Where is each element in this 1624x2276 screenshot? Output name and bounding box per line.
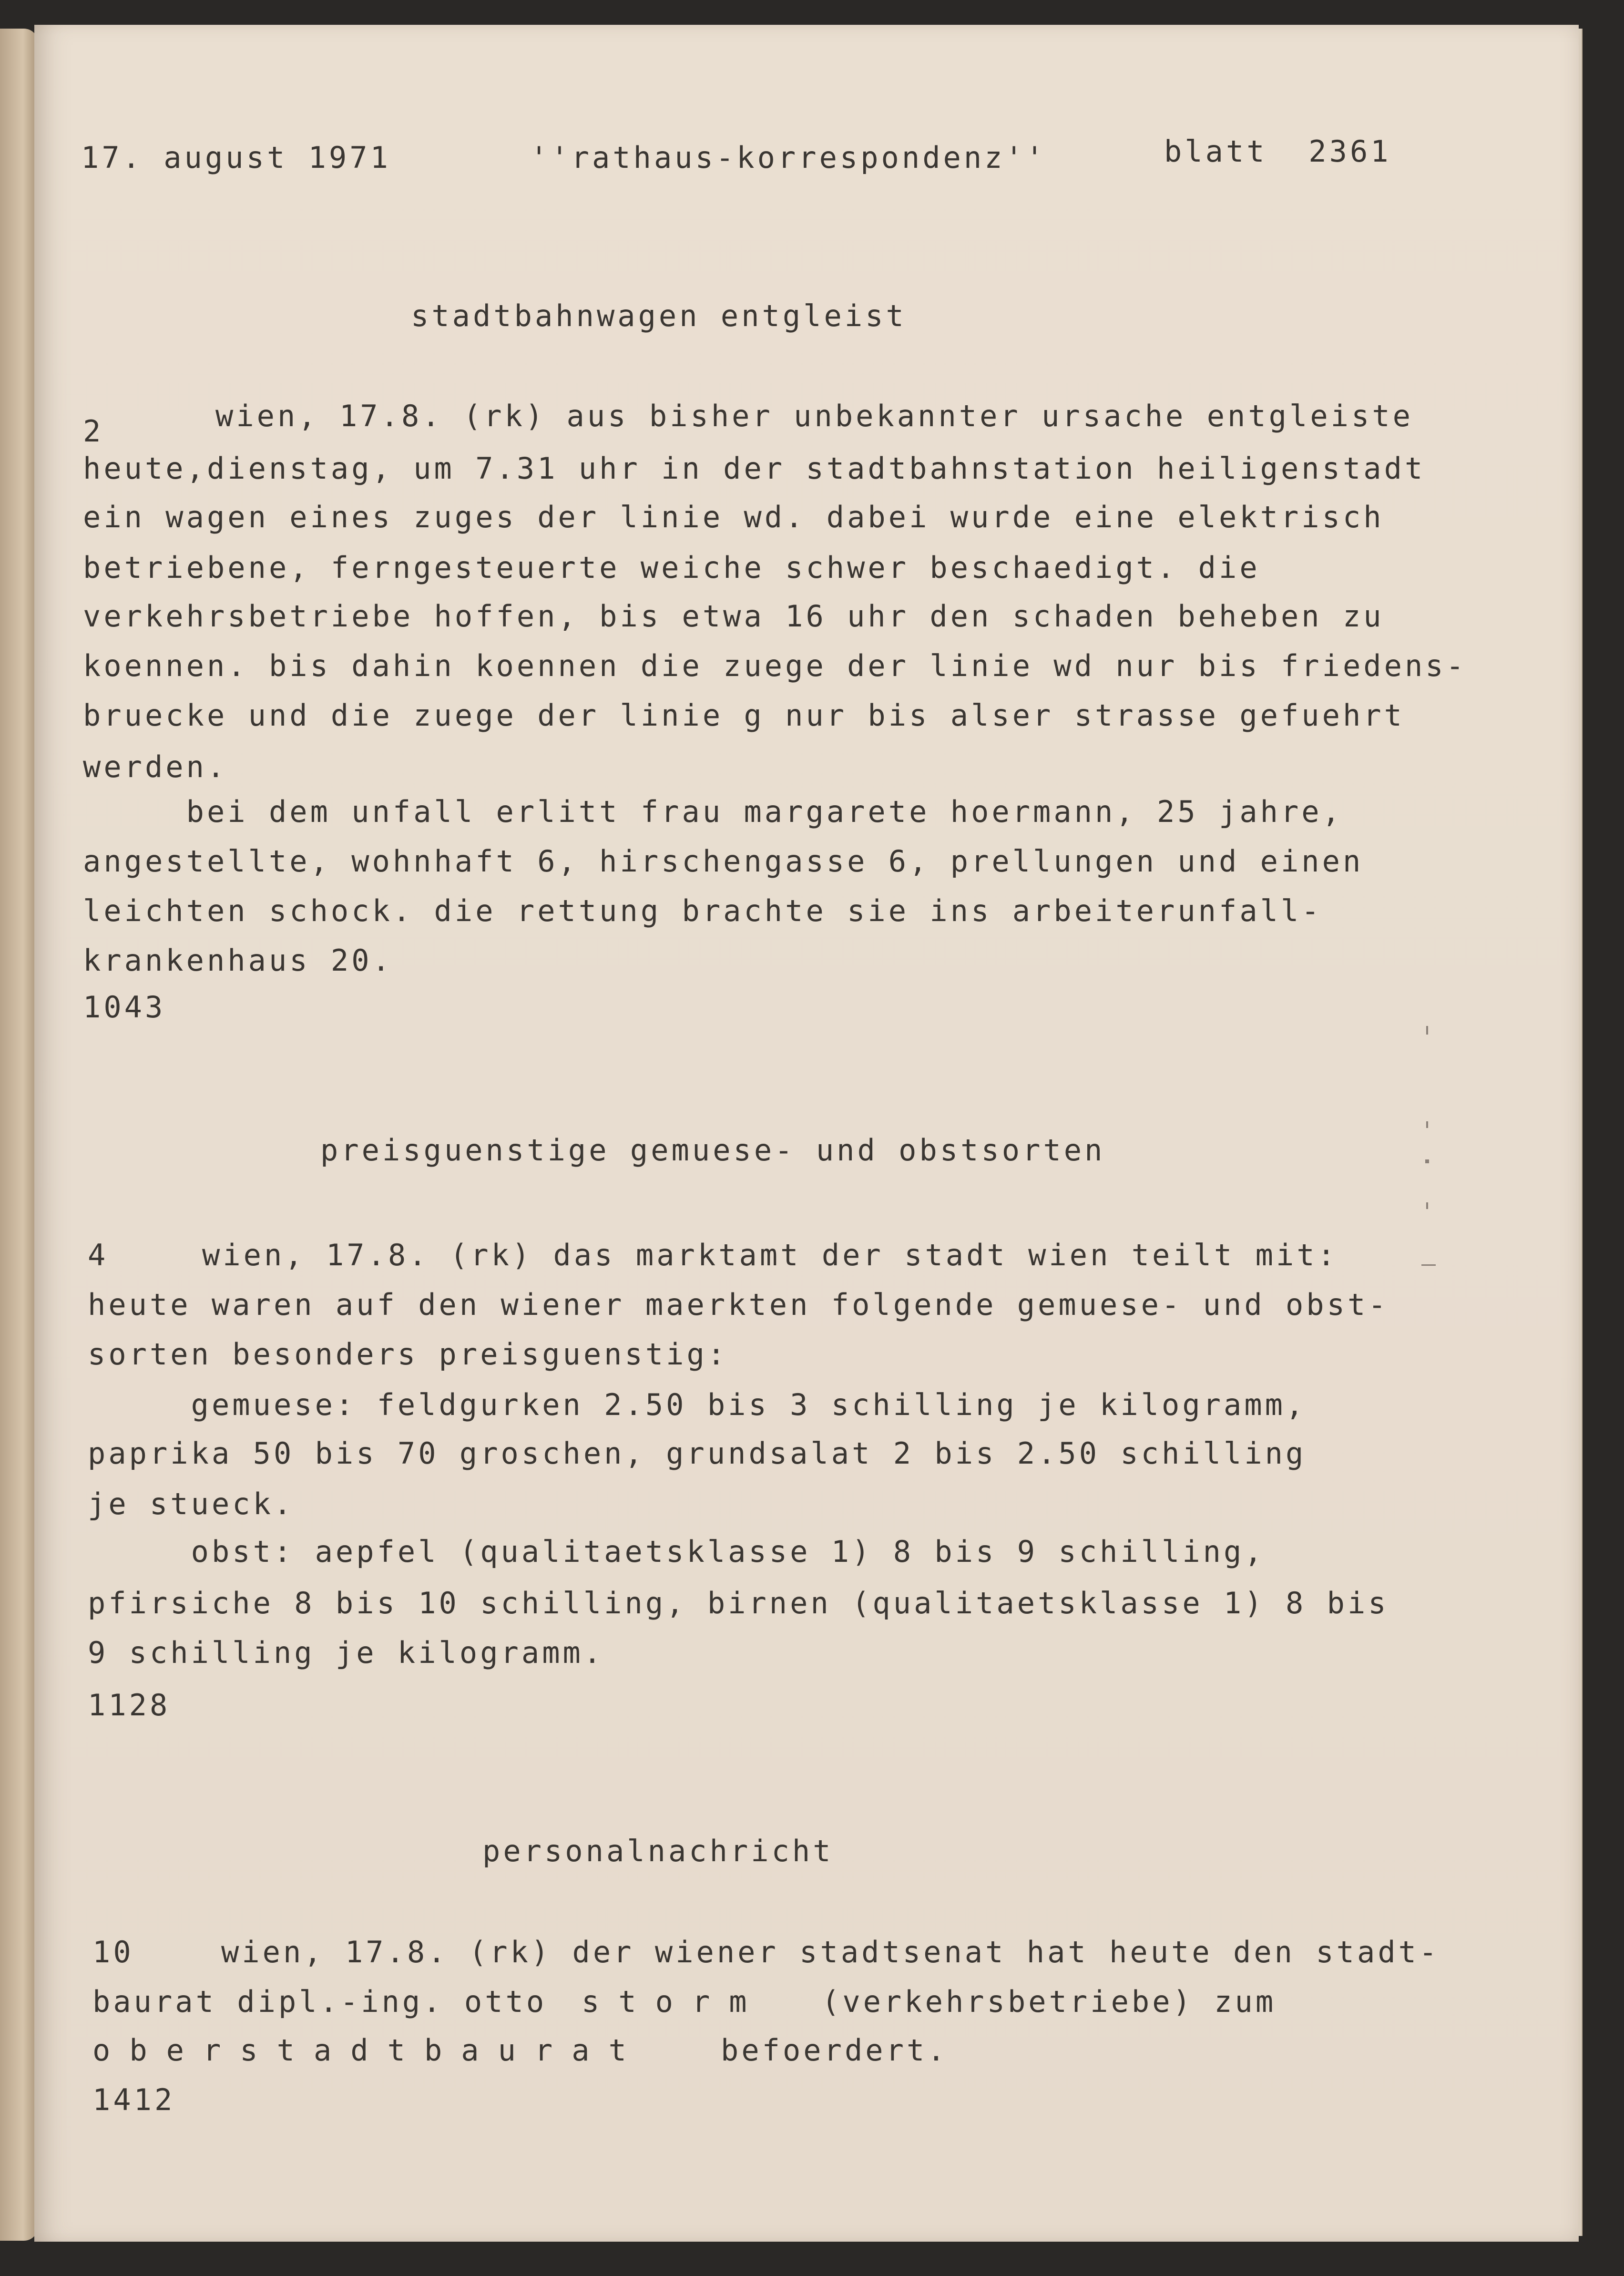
margin-mark [1425, 1159, 1429, 1163]
rank-title-spaced: oberstadtbaurat [92, 2033, 645, 2068]
previous-page-edge [0, 29, 38, 2241]
article-line: pfirsiche 8 bis 10 schilling, birnen (qualitaetsklasse 1) 8 bis [88, 1586, 1389, 1620]
article-line: heute,dienstag, um 7.31 uhr in der stadtbahnstation heiligenstadt [83, 451, 1426, 486]
article-line: obst: aepfel (qualitaetsklasse 1) 8 bis 9 schilling, [88, 1534, 1265, 1569]
article-line: je stueck. [88, 1487, 295, 1521]
document-page [34, 25, 1579, 2242]
article-line: angestellte, wohnhaft 6, hirschengasse 6, prellungen und einen [83, 844, 1364, 879]
margin-mark [1426, 1202, 1428, 1209]
article-line: gemuese: feldgurken 2.50 bis 3 schilling je kilogramm, [88, 1387, 1307, 1422]
article-line: verkehrsbetriebe hoffen, bis etwa 16 uhr den schaden beheben zu [83, 599, 1384, 634]
article-title-personnel: personalnachricht [482, 1834, 834, 1868]
article-line: baurat dipl.-ing. otto [92, 1984, 547, 2019]
article-title-produce: preisguenstige gemuese- und obstsorten [320, 1133, 1105, 1168]
article-line: befoerdert. [721, 2033, 948, 2068]
article-code: 1412 [92, 2082, 175, 2117]
margin-mark [1426, 1026, 1428, 1035]
article-line: krankenhaus 20. [83, 943, 393, 978]
article-number: 2 [83, 414, 104, 449]
article-line: (verkehrsbetriebe) zum [822, 1984, 1277, 2019]
article-line: koennen. bis dahin koennen die zuege der linie wd nur bis friedens- [83, 648, 1467, 683]
header-publication: ''rathaus-korrespondenz'' [530, 140, 1047, 175]
article-line: heute waren auf den wiener maerkten folgende gemuese- und obst- [88, 1287, 1389, 1322]
article-line: paprika 50 bis 70 groschen, grundsalat 2 bis 2.50 schilling [88, 1436, 1307, 1471]
article-line: sorten besonders preisguenstig: [88, 1337, 728, 1372]
article-line: wien, 17.8. (rk) aus bisher unbekannter ursache entgleiste [215, 399, 1413, 433]
article-line: leichten schock. die rettung brachte sie ins arbeiterunfall- [83, 893, 1322, 928]
article-line: werden. [83, 749, 228, 784]
article-code: 1128 [88, 1688, 171, 1722]
article-line: betriebene, ferngesteuerte weiche schwer beschaedigt. die [83, 550, 1260, 585]
header-sheet-number: blatt 2361 [1164, 134, 1391, 169]
margin-mark [1426, 1121, 1428, 1128]
person-name-spaced: storm [582, 1984, 766, 2019]
article-line: ein wagen eines zuges der linie wd. dabei wurde eine elektrisch [83, 500, 1384, 534]
article-line: bei dem unfall erlitt frau margarete hoermann, 25 jahre, [83, 794, 1343, 829]
article-code: 1043 [83, 990, 166, 1025]
article-number: 10 [92, 1935, 134, 1969]
article-number: 4 [88, 1238, 109, 1272]
margin-mark [1421, 1264, 1436, 1266]
article-title-derailment: stadtbahnwagen entgleist [411, 298, 907, 333]
article-line: bruecke und die zuege der linie g nur bis alser strasse gefuehrt [83, 698, 1405, 733]
article-line: wien, 17.8. (rk) der wiener stadtsenat hat heute den stadt- [221, 1935, 1440, 1969]
article-line: wien, 17.8. (rk) das marktamt der stadt wien teilt mit: [202, 1238, 1338, 1272]
header-date: 17. august 1971 [81, 140, 391, 175]
article-line: 9 schilling je kilogramm. [88, 1635, 604, 1670]
